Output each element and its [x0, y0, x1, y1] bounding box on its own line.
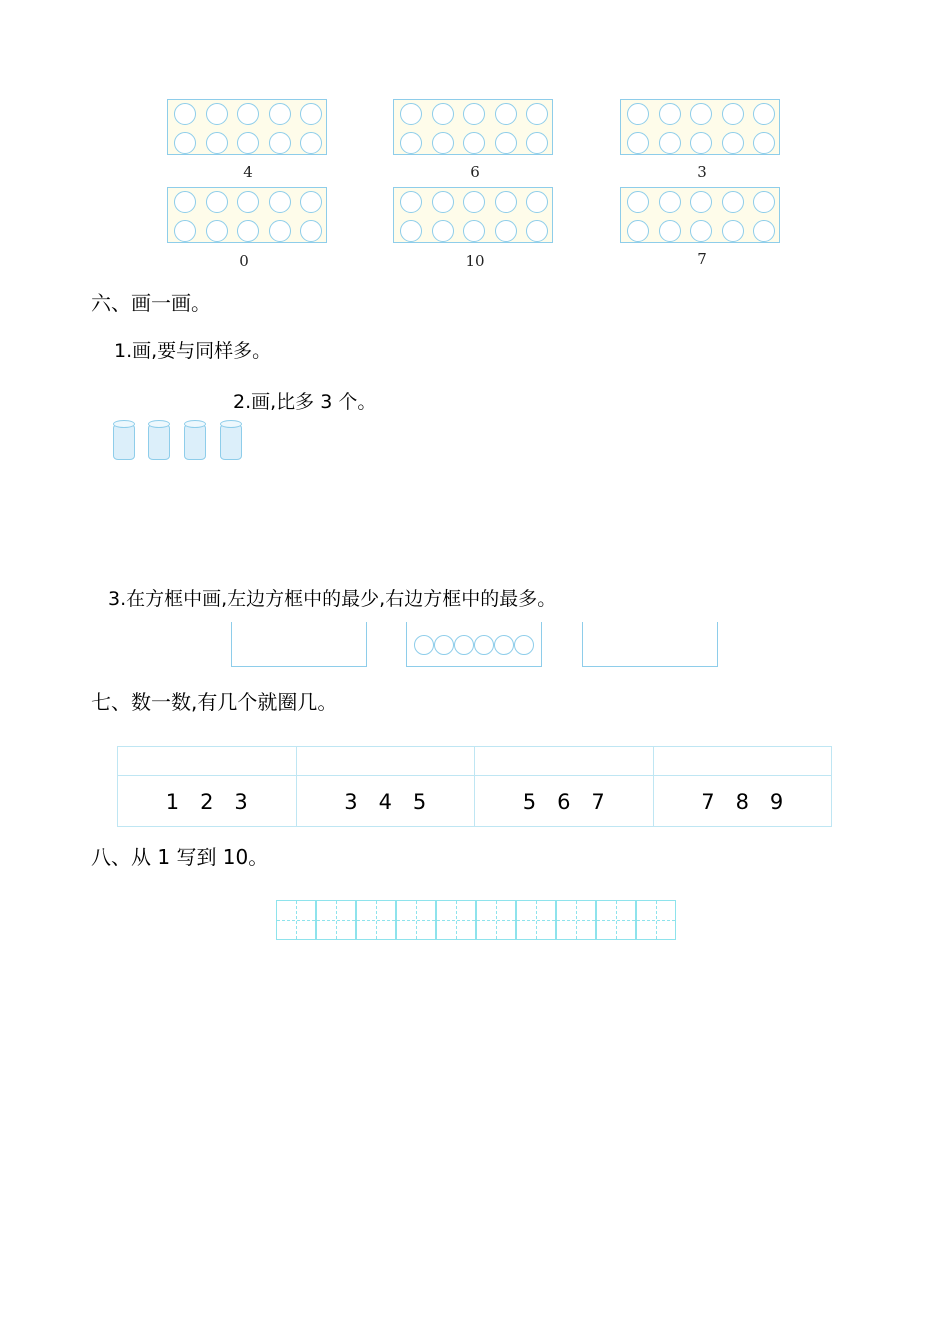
writing-cell[interactable] — [516, 900, 556, 940]
picture-cell — [296, 747, 475, 776]
frame-circle-icon — [432, 220, 454, 242]
section-6-title: 六、画一画。 — [91, 291, 211, 315]
frame-circle-icon — [174, 103, 196, 125]
frame-circle-icon — [722, 103, 744, 125]
picture-cell — [118, 747, 297, 776]
frame-circle-icon — [495, 103, 517, 125]
frame-circle-icon — [237, 132, 259, 154]
picture-cell — [475, 747, 654, 776]
writing-cell[interactable] — [556, 900, 596, 940]
frame-circle-icon — [495, 132, 517, 154]
frame-circle-icon — [300, 191, 322, 213]
cup-icon — [184, 424, 206, 460]
frame-circle-icon — [526, 191, 548, 213]
frame-circle-icon — [269, 132, 291, 154]
frame-circle-icon — [237, 220, 259, 242]
section-7-title: 七、数一数,有几个就圈几。 — [91, 690, 338, 714]
frame-circle-icon — [627, 132, 649, 154]
frame-circle-icon — [659, 132, 681, 154]
count-table — [117, 746, 832, 827]
frame-circle-icon — [300, 103, 322, 125]
frame-circle-icon — [659, 103, 681, 125]
cup-icon — [220, 424, 242, 460]
middle-box — [406, 622, 542, 667]
number-options[interactable]: 7 8 9 — [653, 776, 832, 827]
ten-frame-number: 0 — [239, 252, 249, 270]
writing-cell[interactable] — [636, 900, 676, 940]
circle-icon — [494, 635, 514, 655]
writing-cell[interactable] — [396, 900, 436, 940]
frame-circle-icon — [300, 220, 322, 242]
frame-circle-icon — [659, 220, 681, 242]
frame-circle-icon — [400, 191, 422, 213]
frame-circle-icon — [400, 132, 422, 154]
frame-circle-icon — [526, 132, 548, 154]
frame-circle-icon — [722, 220, 744, 242]
frame-circle-icon — [432, 103, 454, 125]
number-options[interactable]: 1 2 3 — [118, 776, 297, 827]
frame-circle-icon — [722, 132, 744, 154]
question-6-3: 3.在方框中画,左边方框中的最少,右边方框中的最多。 — [108, 588, 557, 610]
frame-circle-icon — [206, 132, 228, 154]
frame-circle-icon — [174, 220, 196, 242]
frame-circle-icon — [526, 220, 548, 242]
frame-circle-icon — [174, 191, 196, 213]
ten-frame — [167, 187, 327, 243]
frame-circle-icon — [690, 103, 712, 125]
left-drawing-box[interactable] — [231, 622, 367, 667]
frame-circle-icon — [432, 132, 454, 154]
frame-circle-icon — [627, 191, 649, 213]
frame-circle-icon — [206, 191, 228, 213]
question-6-2: 2.画,比多 3 个。 — [233, 391, 377, 413]
frame-circle-icon — [753, 191, 775, 213]
frame-circle-icon — [206, 103, 228, 125]
ten-frame — [620, 187, 780, 243]
frame-circle-icon — [400, 103, 422, 125]
picture-cell — [653, 747, 832, 776]
frame-circle-icon — [300, 132, 322, 154]
cup-icon — [113, 424, 135, 460]
ten-frame — [393, 99, 553, 155]
frame-circle-icon — [400, 220, 422, 242]
writing-cell[interactable] — [316, 900, 356, 940]
frame-circle-icon — [463, 103, 485, 125]
ten-frame — [620, 99, 780, 155]
frame-circle-icon — [690, 220, 712, 242]
number-options[interactable]: 5 6 7 — [475, 776, 654, 827]
frame-circle-icon — [463, 191, 485, 213]
frame-circle-icon — [722, 191, 744, 213]
frame-circle-icon — [174, 132, 196, 154]
question-6-1: 1.画,要与同样多。 — [114, 340, 272, 362]
frame-circle-icon — [269, 103, 291, 125]
right-drawing-box[interactable] — [582, 622, 718, 667]
ten-frame — [393, 187, 553, 243]
frame-circle-icon — [627, 220, 649, 242]
frame-circle-icon — [659, 191, 681, 213]
frame-circle-icon — [206, 220, 228, 242]
writing-cell[interactable] — [356, 900, 396, 940]
frame-circle-icon — [269, 220, 291, 242]
circle-icon — [434, 635, 454, 655]
frame-circle-icon — [237, 103, 259, 125]
circle-icon — [454, 635, 474, 655]
writing-cell[interactable] — [436, 900, 476, 940]
frame-circle-icon — [753, 103, 775, 125]
frame-circle-icon — [237, 191, 259, 213]
ten-frame-number: 3 — [697, 163, 707, 181]
circle-icon — [514, 635, 534, 655]
circle-icon — [474, 635, 494, 655]
frame-circle-icon — [269, 191, 291, 213]
frame-circle-icon — [463, 132, 485, 154]
ten-frame — [167, 99, 327, 155]
ten-frame-number: 4 — [243, 163, 253, 181]
frame-circle-icon — [495, 191, 517, 213]
writing-cell[interactable] — [276, 900, 316, 940]
frame-circle-icon — [432, 191, 454, 213]
frame-circle-icon — [690, 191, 712, 213]
ten-frame-number: 6 — [470, 163, 480, 181]
frame-circle-icon — [495, 220, 517, 242]
ten-frame-number: 7 — [697, 250, 707, 268]
circle-icon — [414, 635, 434, 655]
ten-frame-number: 10 — [465, 252, 485, 270]
writing-cell[interactable] — [476, 900, 516, 940]
writing-cell[interactable] — [596, 900, 636, 940]
number-options[interactable]: 3 4 5 — [296, 776, 475, 827]
frame-circle-icon — [526, 103, 548, 125]
frame-circle-icon — [463, 220, 485, 242]
cup-icon — [148, 424, 170, 460]
frame-circle-icon — [753, 132, 775, 154]
frame-circle-icon — [627, 103, 649, 125]
frame-circle-icon — [690, 132, 712, 154]
frame-circle-icon — [753, 220, 775, 242]
section-8-title: 八、从 1 写到 10。 — [91, 845, 269, 869]
